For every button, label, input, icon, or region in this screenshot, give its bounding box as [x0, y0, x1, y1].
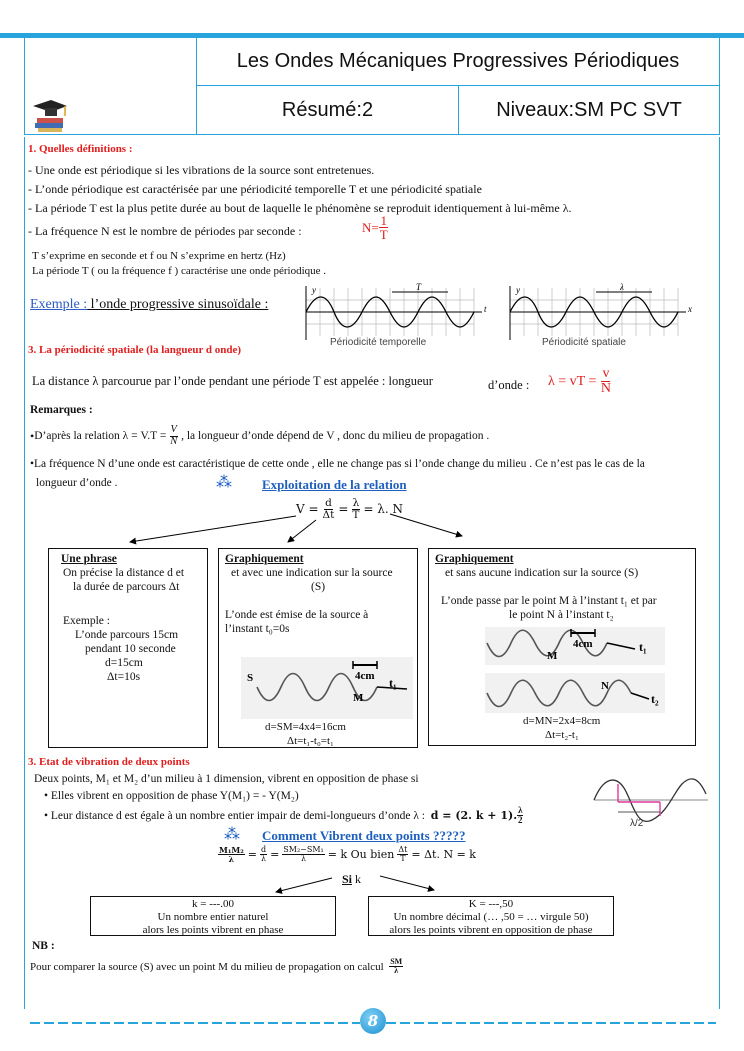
source-graph-S: S	[247, 672, 254, 684]
relation-end: = λ. N	[363, 502, 404, 516]
exploitation-heading: Exploitation de la relation	[262, 477, 407, 492]
relation-dt: Δt	[322, 508, 335, 521]
spatial-graph-y-label: y	[516, 285, 520, 295]
box-phrase-title: Une phrase	[61, 553, 117, 565]
nb-text: Pour comparer la source (S) avec un point M du milieu de propagation on calcul	[30, 960, 384, 973]
phase-bullet-1: • Elles vibrent en opposition de phase Y(M₁) = - Y(M₂)	[44, 790, 299, 802]
source-graph-4cm: 4cm	[355, 670, 375, 682]
nb-num: SM	[390, 957, 403, 966]
spatial-periodicity-graph	[500, 282, 696, 344]
box-graph-no-source-title: Graphiquement	[435, 553, 514, 565]
vib-k: = k Ou bien	[327, 848, 395, 861]
k-arrows	[220, 868, 440, 898]
footer-rule-right	[386, 1022, 716, 1024]
relation-eq: =	[338, 502, 349, 516]
box-phrase-e1: L’onde parcours 15cm	[75, 629, 179, 641]
two-instants-wave-graph	[485, 627, 665, 715]
example-text: l’onde progressive sinusoïdale :	[87, 297, 269, 312]
box-graph-no-source	[428, 548, 696, 746]
k-integer-title: k = ---.00	[192, 898, 234, 910]
wavelength-text-end: d’onde :	[488, 378, 530, 392]
source-graph-t1: t₁	[389, 676, 397, 690]
logo-cell	[25, 38, 197, 134]
temporal-graph-t-label: t	[484, 304, 487, 314]
frequency-formula-den: T	[379, 227, 388, 242]
def-line-3: - La période T est la plus petite durée au bout de laquelle le phénomène se reproduit identiquement à lui-même λ.	[28, 201, 572, 215]
vib-eq-2: =	[270, 848, 280, 861]
footer-rule-left	[30, 1022, 360, 1024]
nb-line	[30, 958, 403, 975]
box-phrase-e2: pendant 10 seconde	[85, 643, 176, 655]
section-4-heading: 3. Etat de vibration de deux points	[28, 756, 190, 768]
graph-t1: t₁	[639, 640, 647, 654]
graduation-books-icon	[29, 94, 69, 134]
temporal-graph-y-label: y	[312, 285, 316, 295]
frequency-formula-num: 1	[380, 213, 387, 228]
example-line	[30, 297, 268, 313]
relation-v: V =	[296, 502, 319, 516]
vib-lambda-2: λ	[260, 854, 267, 863]
wavelength-formula-num: v	[602, 366, 610, 381]
temporal-graph-period-label: T	[416, 282, 422, 292]
source-wave-graph	[241, 657, 413, 719]
box-graph-source-line2: (S)	[311, 581, 326, 593]
wavelength-formula	[548, 367, 612, 396]
k-integer-desc: Un nombre entier naturel	[157, 911, 269, 923]
asterisks-icon-2: ⁂	[224, 826, 240, 843]
summary-number: Résumé:2	[197, 86, 459, 134]
box-graph-no-source-line1: et sans aucune indication sur la source (S)	[445, 567, 639, 579]
remarks-heading: Remarques :	[30, 404, 93, 416]
comment-heading: Comment Vibrent deux points ?????	[262, 828, 466, 843]
si-k-label: k	[352, 872, 362, 886]
vib-eq-1: =	[247, 848, 257, 861]
spatial-graph-lambda-label: λ	[620, 282, 624, 292]
graph-t2: t₂	[651, 692, 659, 706]
asterisks-icon: ⁂	[216, 474, 232, 491]
remark-1-start: D’après la relation λ = V.T =	[34, 430, 167, 442]
relation-d: d	[325, 497, 332, 509]
box-graph-no-source-result2: Δt=t₂-t₁	[545, 729, 579, 741]
k-integer-result: alors les points vibrent en phase	[142, 924, 284, 936]
vib-d: d	[260, 845, 267, 854]
k-decimal-desc: Un nombre décimal (… ,50 = … virgule 50)	[393, 911, 589, 923]
vib-m1m2: M₁M₂	[219, 845, 244, 855]
units-line: T s’exprime en seconde et f ou N s’exprime en hertz (Hz)	[32, 250, 286, 262]
half-wavelength-label: λ/2	[630, 818, 644, 829]
frequency-formula-lhs: N=	[362, 219, 379, 235]
section-1-heading: 1. Quelles définitions :	[28, 143, 133, 155]
k-decimal-box	[368, 896, 614, 936]
vibration-relation	[218, 846, 476, 863]
box-graph-source	[218, 548, 418, 748]
half-wavelength-graph	[590, 772, 710, 832]
remark-2-text: La fréquence N d’une onde est caractéristique de cette onde , elle ne change pas si l’onde change du milieu . Ce n’est pas le cas de la	[34, 458, 645, 470]
box-phrase-e3: d=15cm	[105, 657, 143, 669]
remark-1-end: , la longueur d’onde dépend de V , donc du milieu de propagation .	[181, 430, 490, 442]
vib-lambda-3: λ	[300, 854, 307, 863]
vib-sm: SM₂−SM₁	[283, 845, 324, 854]
page-title: Les Ondes Mécaniques Progressives Périodiques	[197, 38, 719, 86]
vib-T: T	[400, 854, 406, 863]
wavelength-line	[32, 374, 433, 389]
nb-label: NB :	[32, 940, 55, 952]
box-graph-source-line3: L’onde est émise de la source à	[225, 609, 369, 621]
vib-dt: Δt	[398, 845, 408, 854]
remark-1-num: V	[170, 424, 177, 435]
spatial-caption: Périodicité spatiale	[542, 337, 626, 348]
temporal-periodicity-graph	[296, 282, 492, 344]
si-label: Si	[342, 872, 353, 886]
remark-2	[30, 458, 645, 470]
relation-lambda: λ	[352, 497, 360, 509]
remark-2-end: longueur d’onde .	[36, 477, 118, 489]
wavelength-formula-den: N	[600, 381, 612, 396]
phase-formula: d = (2. k + 1).	[430, 809, 518, 822]
wavelength-text: La distance λ parcourue par l’onde pendant une période T est appelée : longueur	[32, 374, 433, 388]
remark-1	[30, 425, 489, 447]
section-3-heading: 3. La périodicité spatiale (la langueur d onde)	[28, 344, 242, 356]
box-phrase-line1: On précise la distance d et	[63, 567, 185, 579]
levels: Niveaux:SM PC SVT	[496, 98, 682, 121]
spatial-graph-x-label: x	[688, 304, 692, 314]
box-graph-no-source-line2: L’onde passe par le point M à l’instant t₁ et par	[441, 595, 657, 607]
box-graph-source-line4: l’instant t₀=0s	[225, 623, 290, 635]
phase-bullet-2-text: Leur distance d est égale à un nombre entier impair de demi-longueurs d’onde λ :	[50, 809, 425, 822]
box-phrase	[48, 548, 208, 748]
box-graph-source-result1: d=SM=4x4=16cm	[265, 721, 346, 733]
phase-formula-den: 2	[518, 815, 523, 825]
remark-1-bullet: •	[30, 428, 35, 443]
box-phrase-example: Exemple :	[63, 615, 110, 627]
period-line: La période T ( ou la fréquence f ) caractérise une onde périodique .	[32, 265, 327, 277]
vib-end: = Δt. N = k	[411, 848, 476, 861]
k-decimal-result: alors les points vibrent en opposition de phase	[389, 924, 593, 936]
graph-M: M	[547, 650, 558, 662]
k-decimal-title: K = ---,50	[468, 898, 514, 910]
box-graph-no-source-line3: le point N à l’instant t₂	[509, 609, 614, 621]
phase-intro: Deux points, M₁ et M₂ d’un milieu à 1 dimension, vibrent en opposition de phase si	[34, 773, 419, 785]
graph-4cm: 4cm	[573, 638, 593, 650]
example-label: Exemple :	[30, 297, 88, 312]
vib-lambda-1: λ	[228, 854, 235, 864]
source-graph-M: M	[353, 692, 364, 704]
relation-T: T	[352, 508, 360, 521]
box-graph-source-title: Graphiquement	[225, 553, 304, 565]
box-graph-source-result2: Δt=t₁-t₀=t₁	[287, 735, 334, 747]
def-line-1: - Une onde est périodique si les vibrations de la source sont entretenues.	[28, 163, 375, 177]
frequency-formula	[362, 214, 389, 241]
phase-bullet-2: • Leur distance d est égale à un nombre entier impair de demi-longueurs d’onde λ : d = (2. k + 1). $\frac{\lambda}{2}$	[44, 805, 523, 825]
phase-formula-num: λ	[518, 805, 523, 815]
temporal-caption: Périodicité temporelle	[330, 337, 427, 348]
box-graph-no-source-result1: d=MN=2x4=8cm	[523, 715, 601, 727]
remark-1-den: N	[170, 435, 178, 447]
box-phrase-e4: Δt=10s	[107, 671, 141, 683]
def-line-2: - L’onde périodique est caractérisée par une périodicité temporelle T et une périodicité spatiale	[28, 182, 482, 196]
phase-bullet-1-text: Elles vibrent en opposition de phase Y(M₁) = - Y(M₂)	[50, 790, 299, 802]
k-integer-box	[90, 896, 336, 936]
header-table	[24, 37, 720, 135]
page-number-badge: 8	[360, 1008, 386, 1034]
remark-2-bullet: •	[30, 458, 35, 470]
def-line-4: - La fréquence N est le nombre de périodes par seconde :	[28, 224, 302, 238]
box-phrase-line2: la durée de parcours Δt	[73, 581, 180, 593]
wavelength-formula-lhs: λ = vT =	[548, 373, 597, 389]
graph-N: N	[601, 680, 609, 692]
box-graph-source-line1: et avec une indication sur la source	[231, 567, 393, 579]
nb-den: λ	[394, 966, 399, 975]
